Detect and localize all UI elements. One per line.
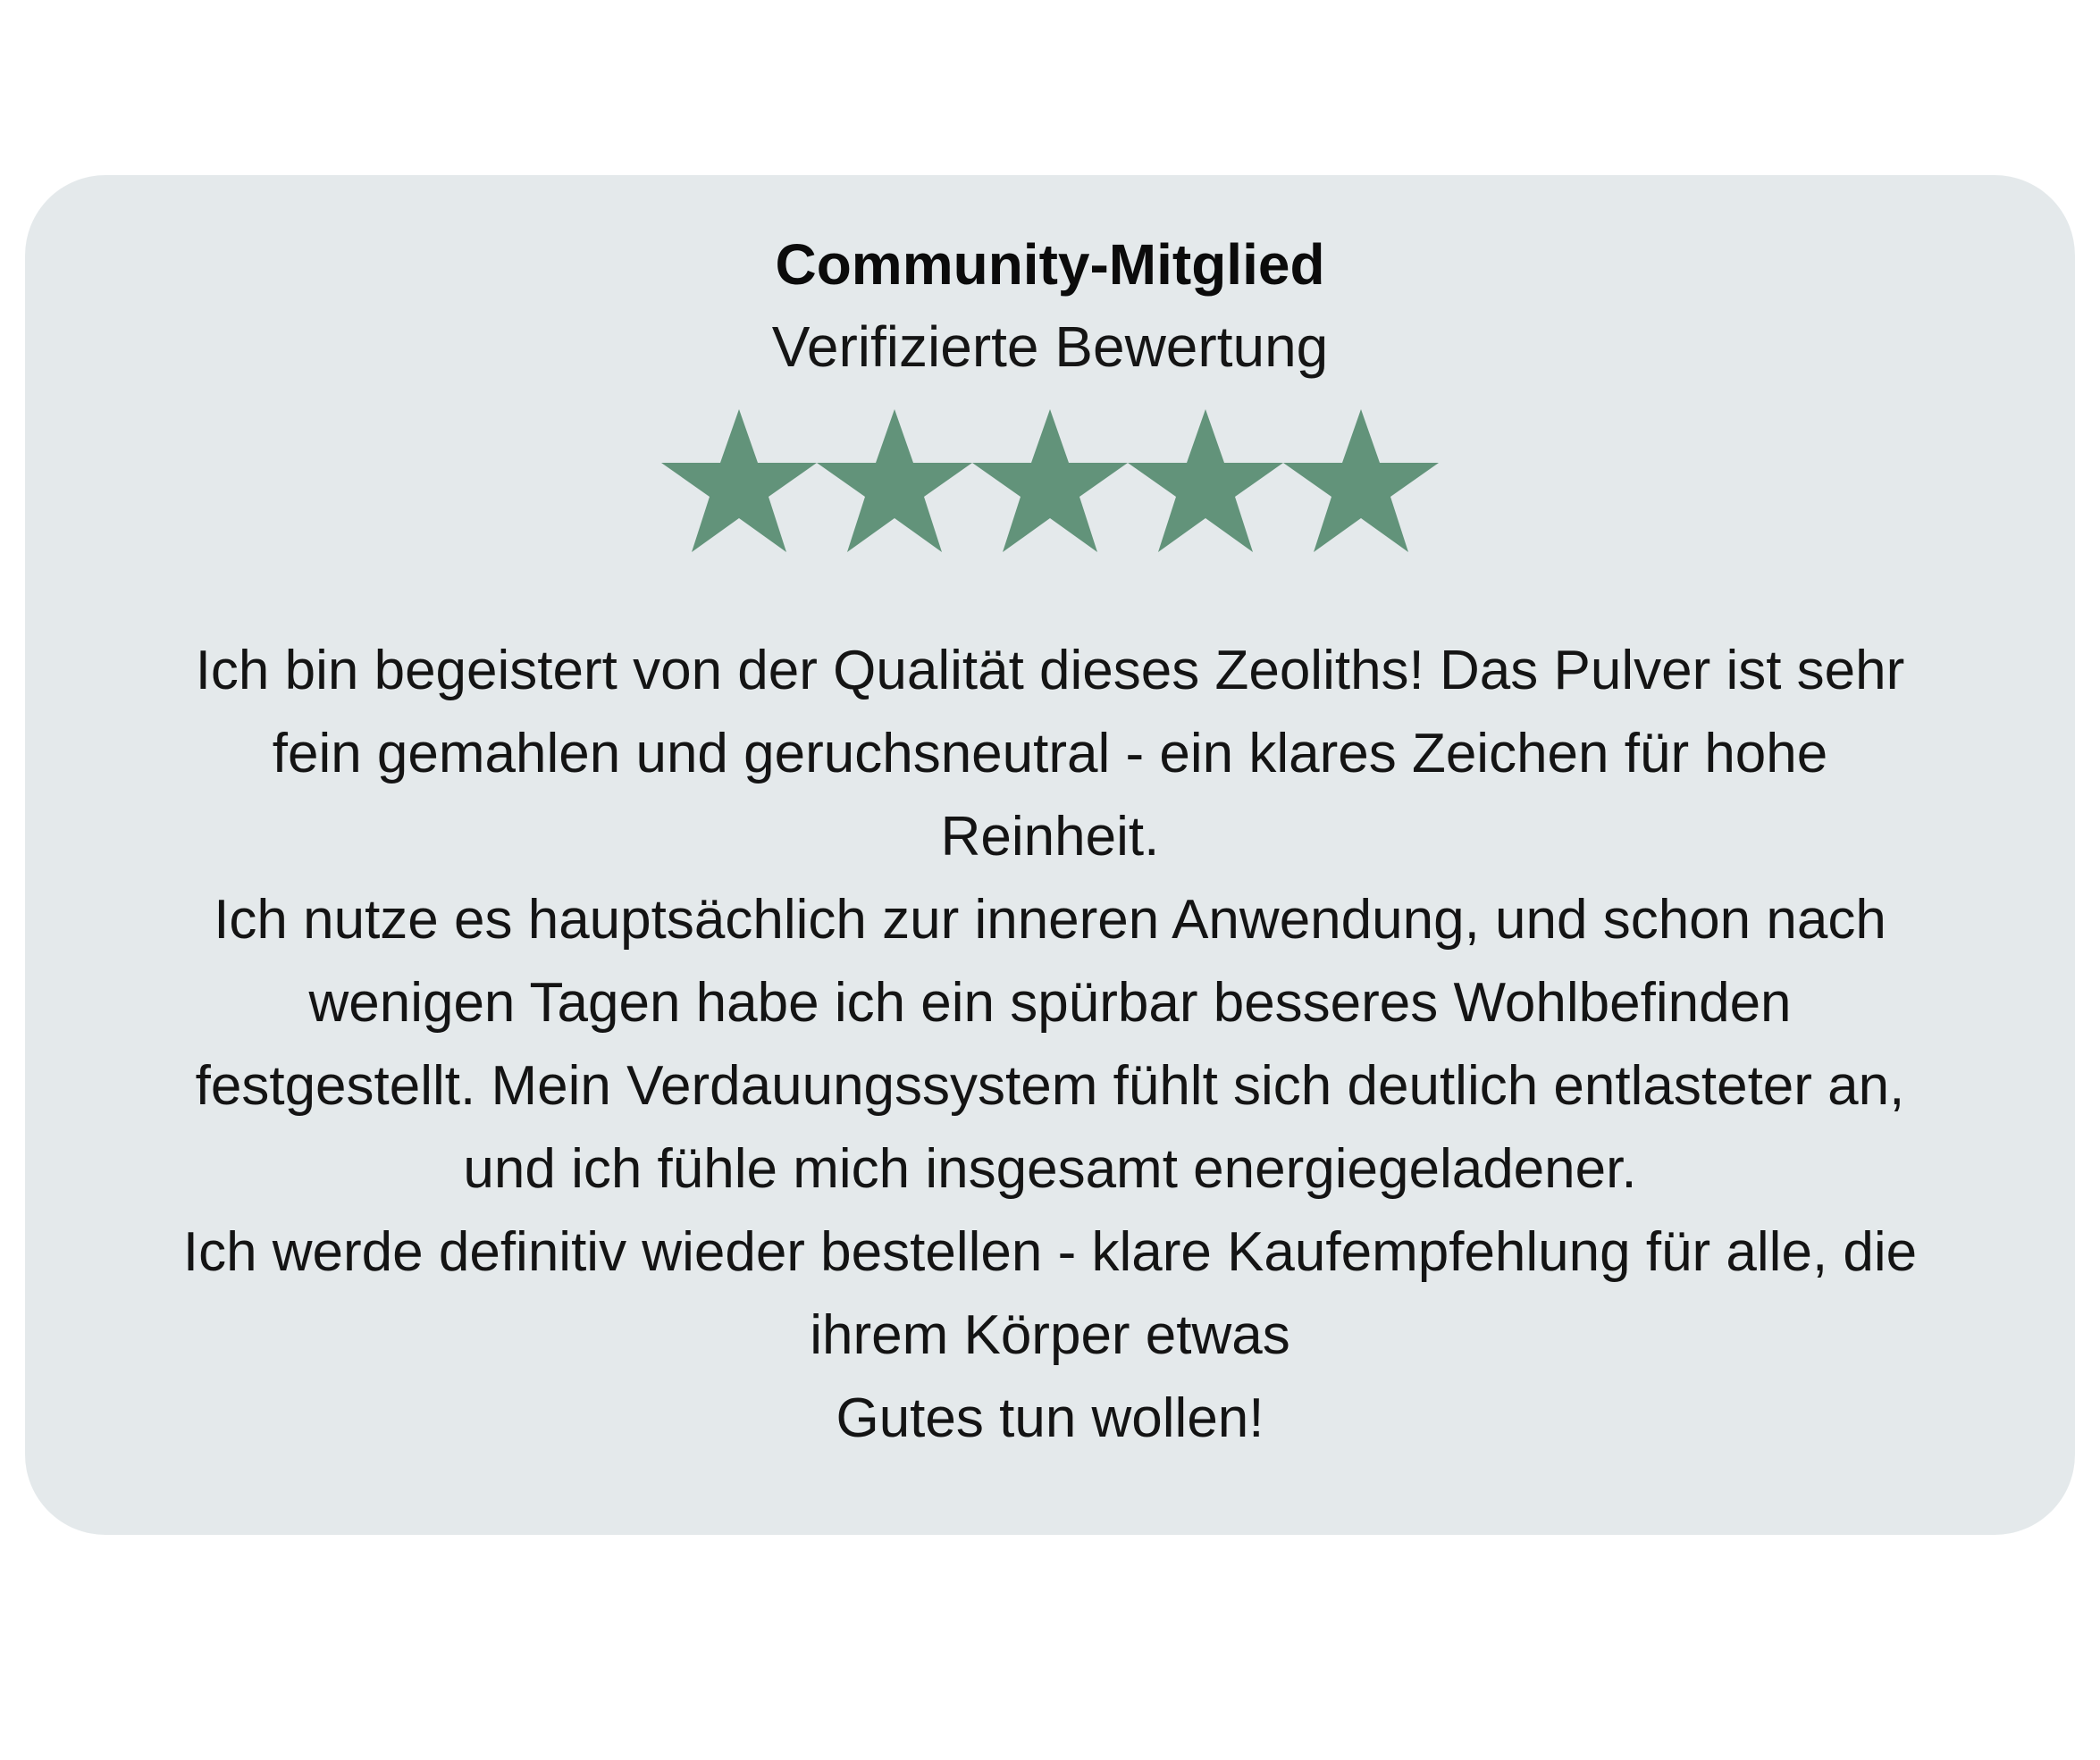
reviewer-name: Community-Mitglied <box>775 232 1325 297</box>
star-icon <box>1283 409 1439 552</box>
review-text <box>114 629 1986 1460</box>
star-icon <box>972 409 1128 552</box>
review-text-line: Ich werde definitiv wieder bestellen - klare Kaufempfehlung für alle, die <box>182 1221 1918 1283</box>
review-text-line: ihrem Körper etwas <box>810 1304 1290 1366</box>
verified-review-label: Verifizierte Bewertung <box>771 314 1329 379</box>
review-text-line: Ich nutze es hauptsächlich zur inneren Anwendung, und schon nach <box>214 889 1886 951</box>
review-text-line: Gutes tun wollen! <box>836 1387 1264 1449</box>
review-text-line: wenigen Tagen habe ich ein spürbar besseres Wohlbefinden <box>308 972 1792 1034</box>
star-icon <box>1128 409 1283 552</box>
review-text-line: fein gemahlen und geruchsneutral - ein klares Zeichen für hohe <box>272 723 1828 784</box>
review-text-line: und ich fühle mich insgesamt energiegeladener. <box>463 1138 1637 1200</box>
review-text-line: Reinheit. <box>940 806 1160 867</box>
review-text-line: Ich bin begeistert von der Qualität dieses Zeoliths! Das Pulver ist sehr <box>195 640 1905 701</box>
review-card <box>25 175 2075 1535</box>
star-icon <box>661 409 817 552</box>
star-rating <box>25 409 2075 552</box>
review-text-line: festgestellt. Mein Verdauungssystem fühlt sich deutlich entlasteter an, <box>195 1055 1905 1117</box>
star-icon <box>817 409 972 552</box>
